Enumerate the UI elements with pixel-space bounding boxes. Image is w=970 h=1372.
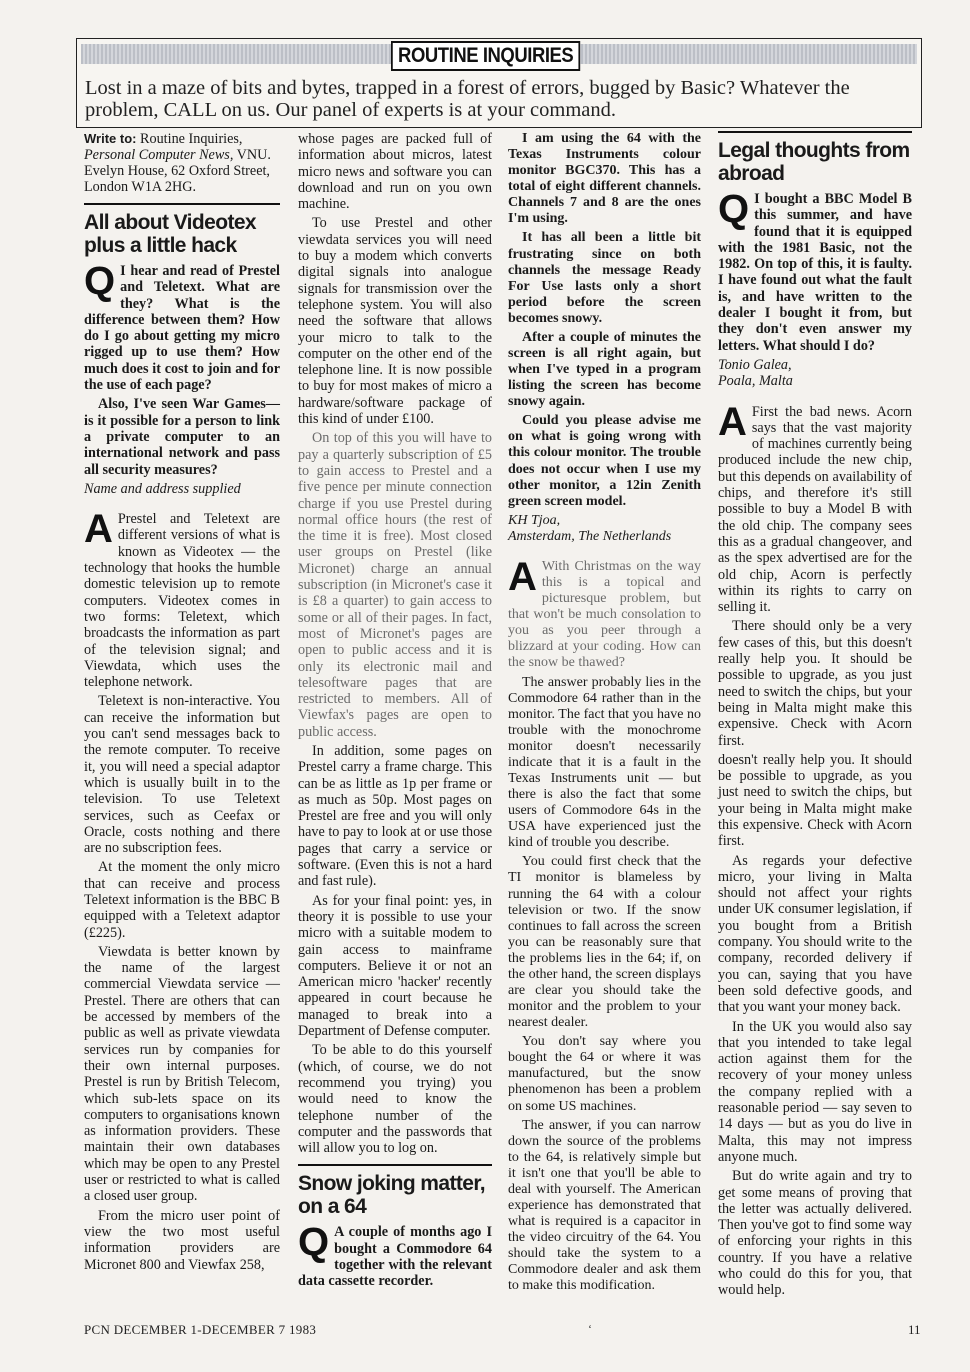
question-paragraph: It has all been a little bit frustrating since on both channels the message Ready For Use lasts only a short period before the screen becomes snowy. [508,230,701,326]
footer-mark: ʻ [588,1322,592,1336]
question-paragraph: After a couple of minutes the screen is all right again, but when I've typed in a program listing the screen has become snowy again. [508,329,701,410]
write-to-label: Write to: [84,131,137,146]
question-paragraph: A couple of months ago I bought a Commodore 64 together with the relevant data cassette recorder. [298,1224,492,1290]
question-paragraph: I am using the 64 with the Texas Instruments colour monitor BGC370. This has a total of eight different channels. Channels 7 and 8 are the ones I'm using. [508,131,701,227]
answer-paragraph: Prestel and Teletext are different versions of what is known as Videotex — the technology that hooks the humble domestic television up to remote computers. Videotex comes in two forms: Teletext, which broadcasts the information as part of the television signal; and Viewdata, which uses the telephone network. [84,511,280,691]
write-to-line1: Routine Inquiries, [140,131,243,147]
question-drop-cap: Q [298,1220,330,1265]
column-3 [508,131,701,1297]
question-videotex [84,259,280,478]
write-to-line2: Personal Computer News, [84,147,234,163]
answer-paragraph: You don't say where you bought the 64 or where it was manufactured, but the snow phenomenon has been a problem on some US machines. [508,1034,701,1114]
divider-rule [298,1164,492,1166]
answer-paragraph: With Christmas on the way this is a topical and picturesque problem, but that won't be much consolation to you as you peer through a blizzard at your coding. How can the snow be thawed? [508,558,701,671]
question-snow-continued [508,131,701,510]
question-paragraph: Also, I've seen War Games—is it possible for a person to link a private computer to an international network and pass all security measures? [84,396,280,478]
answer-paragraph: On top of this you will have to pay a quarterly subscription of £5 to gain access to Prestel and a five pence per minute connection charge if you use Prestel during normal office hours (the rest of the time it is free). Most closed user groups on Prestel (like Micronet) charge an annual subscription (in Micronet's case it is £8 a quarter) to gain access to some or all of their pages. In fact, most of Micronet's pages are open to public access and it is only its electronic mail and telesoftware pages that are restricted to members. All of Viewfax's pages are open to public access. [298,430,492,740]
signature-name: Tonio Galea, [718,356,792,373]
footer-issue: PCN DECEMBER 1-DECEMBER 7 1983 [84,1322,317,1337]
article-heading-legal: Legal thoughts from abroad [718,139,910,185]
write-to-address [84,131,280,195]
question-legal [718,187,912,354]
answer-paragraph: From the micro user point of view the two most useful information providers are Micronet 800 and Viewfax 258, [84,1207,280,1273]
signature-place: Poala, Malta [718,373,793,390]
column-4 [718,131,912,1302]
answer-drop-cap: A [718,399,747,444]
answer-paragraph: As regards your defective micro, your living in Malta should not affect your rights under UK consumer legislation, if you bought from a British company. You should write to the company, recorded delivery if you can, saying that you have been sold defective goods, and that you want your money back. [718,852,912,1016]
answer-paragraph: To be able to do this yourself (which, of course, we do not recommend you trying) you would need to know the telephone number of the computer and the passwords that will allow you to log on. [298,1042,492,1157]
answer-paragraph: In the UK you would also say that you intended to take legal action against them for the recovery of your money unless the company replied with a reasonable period — say seven to 14 days — but as you do live in Malta, this may not impress anyone much. [718,1018,912,1165]
answer-drop-cap: A [84,507,113,552]
article-heading-videotex: All about Videotex plus a little hack [84,211,257,257]
answer-paragraph: At the moment the only micro that can receive and process Teletext information is the BBC B equipped with a Teletext adaptor (£225). [84,859,280,941]
question-drop-cap: Q [718,187,750,231]
answer-paragraph: To use Prestel and other viewdata services you will need to buy a modem which converts digital signals into analogue signals for transmission over the telephone system. You will also need the software that allows your micro to talk to the computer on the other end of the telephone line. It is now possible to buy for most makes of micro a hardware/software package of this kind of under £100. [298,215,492,428]
question-paragraph: I hear and read of Prestel and Teletext. What are they? What is the difference between them? How do I go about getting my micro rigged up to use them? How much does it cost to join and for the use of each page? [84,263,280,394]
question-paragraph: I bought a BBC Model B this summer, and have found that it is equipped with the 1981 Basic, not the 1982. On top of this, it is faulty. I have found out what the fault is, and have written to the dealer I bought it from, but they don't even answer my letters. What should I do? [718,191,912,354]
answer-paragraph: As for your final point: yes, in theory it is possible to use your micro with a suitable modem to gain access to mainframe computers. Believe it or not an American micro 'hacker' recently appeared in court because he managed to break into a Department of Defense computer. [298,892,492,1040]
answer-paragraph: whose pages are packed full of information about micros, latest micro news and software you can download and run on you own machine. [298,131,492,213]
answer-paragraph: The answer, if you can narrow down the source of the problems to the 64, is relatively simple but it isn't one that you'll be able to deal with yourself. The American experience has demonstrated that what is required is a capacitor in the video circuitry of the 64. You should take the system to a Commodore dealer and ask them to make this modification. [508,1117,701,1294]
signature-name: KH Tjoa, [508,512,561,528]
column-1 [84,131,280,1276]
answer-paragraph: First the bad news. Acorn says that the vast majority of machines currently being produced include the new chip, but this depends on availability of chips, and therefore it's still possible to buy a Model B with the old chip. The company sees this as a gradual changeover, and as the spex advertised are for the old chip, Acorn is perfectly within its rights to carry on selling it. [718,403,912,616]
answer-paragraph: Viewdata is better known by the name of the largest commercial Viewdata service — Prestel. There are others that can be accessed by members of the public as well as private viewdata services run by companies for their own internal purposes. Prestel is run by British Telecom, which sub-lets space on its computers to organisations known as information providers. These maintain their own databases which may be open to any Prestel user or restricted to what is called a closed user group. [84,943,280,1205]
divider-rule [84,203,280,205]
question-paragraph: Could you please advise me on what is going wrong with this colour monitor. The trouble does not occur when I use my other monitor, a 12in Zenith green screen model. [508,413,701,509]
answer-paragraph-repeat: doesn't really help you. It should be possible to upgrade, as you just need to switch the chips, but your being in Malta might make this expensive. Check with Acorn first. [718,751,912,850]
answer-paragraph: The answer probably lies in the Commodore 64 rather than in the monitor. The fact that you have no trouble with the monochrome monitor doesn't necessarily indicate that it is a fault in the Texas Instruments unit — but there is also the fact that some users of Commodore 64s in the USA have experienced just the kind of trouble you describe. [508,674,701,851]
answer-paragraph: Teletext is non-interactive. You can receive the information but you can't send messages back to the remote computer. To receive it, you will need a special adaptor which is usually built in to the television. To use Teletext services, such as Ceefax or Oracle, costs nothing and there are no subscription fees. [84,693,280,857]
article-heading-snow: Snow joking matter, on a 64 [298,1172,485,1219]
question-signature [508,513,701,545]
answer-paragraph: You could first check that the TI monitor is blameless by running the 64 with a colour television or two. If the snow continues to fall across the screen you can be reasonably sure that the problems lies in the 64; if, on the other hand, the screen displays are clear you should take the monitor and the problem to your nearest dealer. [508,854,701,1031]
answer-paragraph: In addition, some pages on Prestel carry a frame charge. This can be as little as 1p per frame or as much as 50p. Most pages on Prestel are free and you will only have to pay to look at or use those pages that carry a service or software. (Even this is not a hard and fast rule). [298,742,492,890]
section-header [76,38,922,128]
answer-drop-cap: A [508,554,537,599]
section-title: ROUTINE INQUIRIES [391,41,580,71]
question-signature [718,357,912,390]
question-signature: Name and address supplied [84,480,241,497]
question-drop-cap: Q [84,259,116,303]
signature-place: Amsterdam, The Netherlands [508,528,672,544]
page-number: 11 [908,1322,921,1337]
answer-paragraph: But do write again and try to get some means of proving that the letter was actually delivered. Then you've got to find some way of enforcing your rights in this country. If you have a relative who could do this for you, that would help. [718,1168,912,1299]
column-2 [298,131,492,1293]
answer-paragraph: There should only be a very few cases of this, but this doesn't really help you. It should be possible to upgrade, as you just need to switch the chips, but your being in Malta might make this expensive. Check with Acorn first. [718,618,912,749]
write-to-line3: VNU. Evelyn House, 62 Oxford Street, London W1A 2HG. [84,147,271,195]
divider-rule [718,131,912,133]
section-intro: Lost in a maze of bits and bytes, trapped in a forest of errors, bugged by Basic? Whatever the problem, CALL on us. Our panel of experts is at your command. [85,77,850,121]
question-snow-start [298,1220,492,1290]
